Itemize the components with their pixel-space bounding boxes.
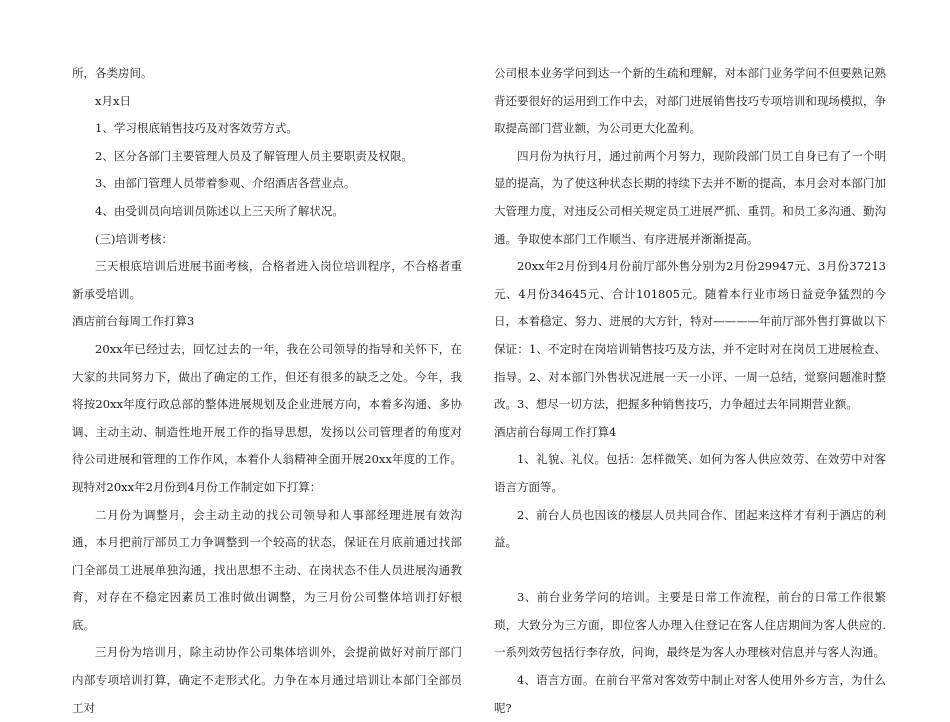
left-column-paragraph: 三月份为培训月，除主动协作公司集体培训外，会提前做好对前厅部门内部专项培训打算，确定不走形式化。力争在本月通过培训让本部门全部员工对 (72, 645, 462, 715)
right-text-column (494, 60, 886, 722)
right-column-paragraph: 20xx年2月份到4月份前厅部外售分别为2月份29947元、3月份37213元、4月份34645元、合计101805元。随着本行业市场日益竞争猛烈的今日，本着稳定、努力、进展的大方针，特对————年前厅部外售打算做以下保证：1、不定时在岗培训销售技巧及方法，并不定时对在岗员工进展检查、指导。2、对本部门外售状况进展一天一小评、一周一总结，觉察问题准时整改。3、想尽一切方法，把握多种销售技巧，力争超过去年同期营业额。 (494, 259, 886, 412)
right-column-paragraph: 公司根本业务学问到达一个新的生疏和理解，对本部门业务学问不但要熟记熟背还要很好的运用到工作中去，对部门进展销售技巧专项培训和现场模拟，争取提高部门营业额，为公司更大化盈利。 (494, 66, 886, 136)
left-column-paragraph: 所，各类房间。 (72, 66, 153, 80)
right-column-paragraph: 四月份为执行月，通过前两个月努力，现阶段部门员工自身已有了一个明显的提高，为了使这种状态长期的持续下去并不断的提高，本月会对本部门加大管理力度，对违反公司相关规定员工进展严抓、重罚。和员工多沟通、勤沟通。争取使本部门工作顺当、有序进展并渐渐提高。 (494, 148, 886, 246)
left-column-paragraph: 4、由受训员向培训员陈述以上三天所了解状况。 (95, 203, 344, 218)
left-column-paragraph: 二月份为调整月，会主动主动的找公司领导和人事部经理进展有效沟通，本月把前厅部员工力争调整到一个较高的状态，保证在月底前通过找部门全部员工进展单独沟通，找出思想不主动、在岗状态不佳人员进展沟通教育，对存在不稳定因素员工准时做出调整，为三月份公司整体培训打好根底。 (72, 507, 462, 632)
left-text-column (72, 60, 462, 722)
left-column-paragraph: 三天根底培训后进展书面考核，合格者进入岗位培训程序，不合格者重新承受培训。 (72, 259, 462, 301)
left-column-paragraph: 2、区分各部门主要管理人员及了解管理人员主要职责及权限。 (95, 148, 413, 163)
left-column-paragraph: 20xx年已经过去，回忆过去的一年，我在公司领导的指导和关怀下，在大家的共同努力下，做出了确定的工作，但还有很多的缺乏之处。今年，我将按20xx年度行政总部的整体进展规划及企业进展方向，本着多沟通、多协调、主动主动、制造性地开展工作的指导思想，发扬以公司管理者的角度对待公司进展和管理的工作作风，本着仆人翁精神全面开展20xx年度的工作。现特对20xx年2月份到4月份工作制定如下打算： (72, 341, 462, 494)
left-column-paragraph: 3、由部门管理人员带着参观、介绍酒店各营业点。 (95, 176, 356, 191)
left-column-paragraph: (三)培训考核： (95, 231, 173, 246)
right-column-paragraph: 酒店前台每周工作打算4 (494, 424, 617, 439)
left-column-paragraph: x月x日 (95, 93, 131, 108)
right-column-paragraph: 2、前台人员也因该的楼层人员共同合作、团起来这样才有利于酒店的利益。 (494, 507, 886, 550)
right-column-paragraph: 1、礼貌、礼仪。包括：怎样微笑、如何为客人供应效劳、在效劳中对客语言方面等。 (494, 452, 886, 494)
left-column-paragraph: 1、学习根底销售技巧及对客效劳方式。 (95, 121, 298, 136)
left-column-paragraph: 酒店前台每周工作打算3 (72, 314, 195, 329)
right-column-paragraph: 4、语言方面。在前台平常对客效劳中制止对客人使用外乡方言，为什么呢? (494, 673, 886, 715)
right-column-paragraph: 3、前台业务学问的培训。主要是日常工作流程，前台的日常工作很繁琐，大致分为三方面，即位客人办理入住登记在客人住店期间为客人供应的.一系列效劳包括行李存放，问询，最终是为客人办理核对信息并与客人沟通。 (494, 590, 886, 660)
